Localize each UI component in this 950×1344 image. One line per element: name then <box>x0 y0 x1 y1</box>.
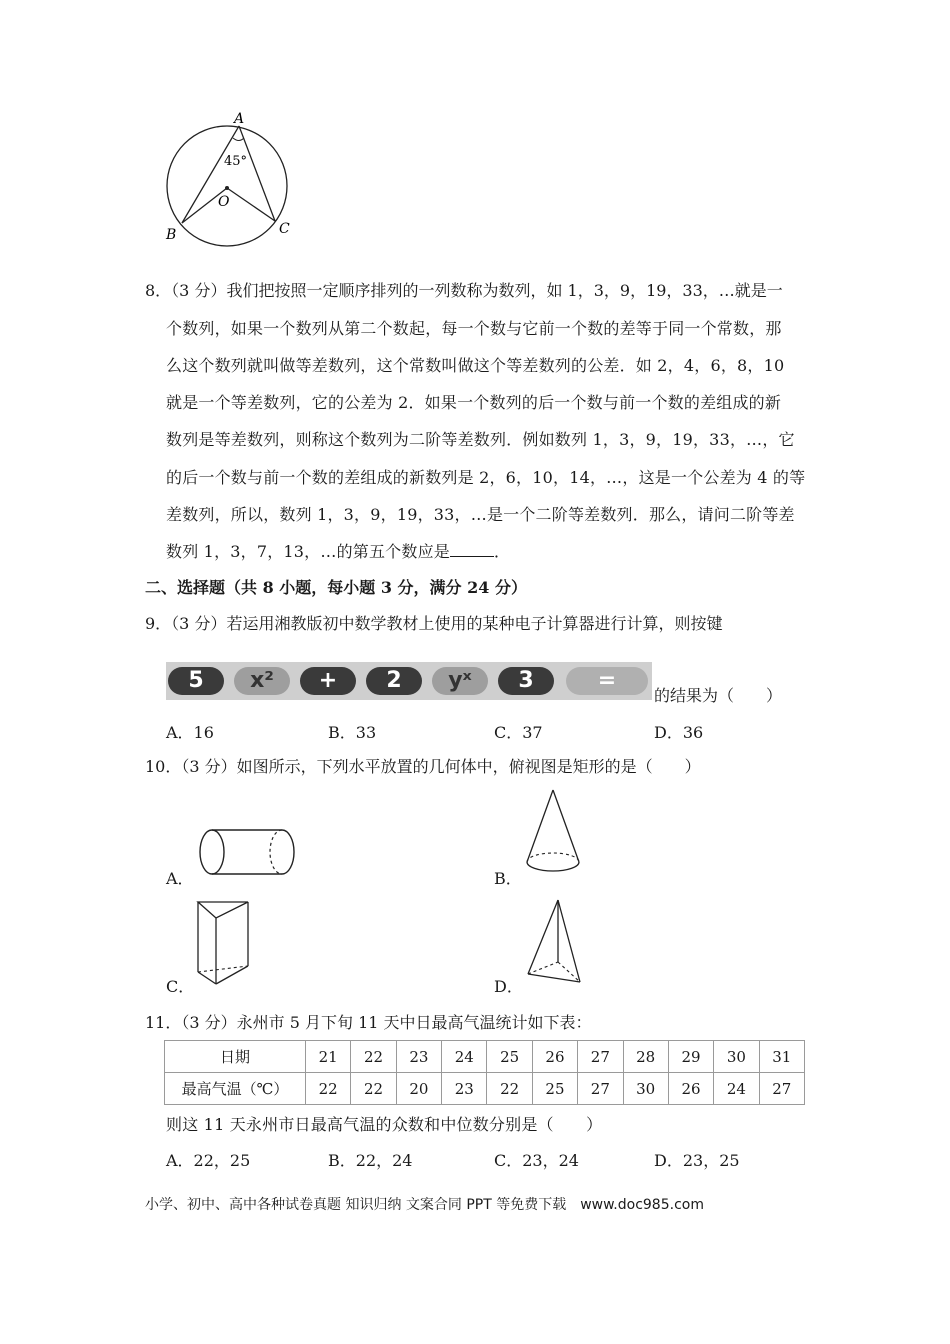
q11-option-a[interactable]: A．22，25 <box>166 1151 251 1170</box>
pyramid-figure <box>522 896 584 988</box>
key-3: 3 <box>498 667 554 695</box>
table-cell: 29 <box>668 1041 713 1073</box>
table-cell: 23 <box>396 1041 441 1073</box>
answer-blank[interactable] <box>450 542 494 557</box>
vertex-c-label: C <box>279 221 290 237</box>
q8-line-4: 就是一个等差数列，它的公差为 2．如果一个数列的后一个数与前一个数的差组成的新 <box>166 393 782 412</box>
center-o-label: O <box>218 194 230 210</box>
cone-figure <box>522 786 584 878</box>
table-cell: 31 <box>759 1041 804 1073</box>
prism-figure <box>194 896 256 988</box>
table-cell: 24 <box>442 1041 487 1073</box>
table-cell: 30 <box>623 1073 668 1105</box>
q9-option-c[interactable]: C．37 <box>494 723 543 742</box>
q8-line-5: 数列是等差数列，则称这个数列为二阶等差数列．例如数列 1，3，9，19，33，…，它 <box>166 430 795 449</box>
q11-option-c[interactable]: C．23，24 <box>494 1151 579 1170</box>
cylinder-figure <box>196 826 300 878</box>
q8-line-2: 个数列，如果一个数列从第二个数起，每一个数与它前一个数的差等于同一个常数，那 <box>166 319 782 338</box>
q9-option-d[interactable]: D．36 <box>654 723 704 742</box>
key-2: 2 <box>366 667 422 695</box>
table-cell: 20 <box>396 1073 441 1105</box>
table-cell: 22 <box>351 1073 396 1105</box>
q10-option-a[interactable]: A． <box>166 869 194 888</box>
vertex-a-label: A <box>234 111 245 127</box>
key-equals: = <box>566 667 648 695</box>
table-row-temps <box>165 1073 805 1105</box>
table-cell: 27 <box>578 1041 623 1073</box>
table-cell: 25 <box>487 1041 532 1073</box>
q11-stem: 11．（3 分）永州市 5 月下旬 11 天中日最高气温统计如下表： <box>145 1013 592 1032</box>
table-cell: 30 <box>714 1041 759 1073</box>
q8-line-8 <box>166 539 510 562</box>
q10-option-b[interactable]: B． <box>494 869 522 888</box>
table-cell: 25 <box>532 1073 577 1105</box>
calculator-keys <box>166 662 652 700</box>
table-cell: 21 <box>306 1041 351 1073</box>
key-y-power-x: yˣ <box>432 667 488 695</box>
q10-option-d[interactable]: D． <box>494 977 523 996</box>
q9-option-a[interactable]: A．16 <box>166 723 214 742</box>
q8-line-7: 差数列，所以，数列 1，3，9，19，33，…是一个二阶等差数列．那么，请问二阶等差 <box>166 505 795 524</box>
q10-stem: 10．（3 分）如图所示，下列水平放置的几何体中，俯视图是矩形的是（ ） <box>145 757 701 776</box>
q9-after: 的结果为（ ） <box>654 686 783 705</box>
angle-label: 45° <box>224 154 248 169</box>
q8-last-end: ． <box>494 542 511 561</box>
q10-option-c[interactable]: C． <box>166 977 195 996</box>
temperature-table <box>164 1040 805 1105</box>
table-cell: 27 <box>759 1073 804 1105</box>
header-date: 日期 <box>165 1041 306 1073</box>
table-row-dates <box>165 1041 805 1073</box>
table-cell: 22 <box>306 1073 351 1105</box>
header-temperature: 最高气温（℃） <box>165 1073 306 1105</box>
q11-question: 则这 11 天永州市日最高气温的众数和中位数分别是（ ） <box>166 1115 603 1134</box>
q9-option-b[interactable]: B．33 <box>328 723 377 742</box>
vertex-b-label: B <box>166 227 177 243</box>
table-cell: 22 <box>351 1041 396 1073</box>
table-cell: 26 <box>532 1041 577 1073</box>
table-cell: 23 <box>442 1073 487 1105</box>
key-x-squared: x² <box>234 667 290 695</box>
q8-line-6: 的后一个数与前一个数的差组成的新数列是 2，6，10，14，…，这是一个公差为 4 的等 <box>166 468 806 487</box>
table-cell: 22 <box>487 1073 532 1105</box>
key-5: 5 <box>168 667 224 695</box>
table-cell: 26 <box>668 1073 713 1105</box>
q8-line-1: 8．（3 分）我们把按照一定顺序排列的一列数称为数列，如 1，3，9，19，33，…就是一 <box>145 281 783 300</box>
table-cell: 28 <box>623 1041 668 1073</box>
q11-option-d[interactable]: D．23，25 <box>654 1151 740 1170</box>
q11-option-b[interactable]: B．22，24 <box>328 1151 413 1170</box>
table-cell: 24 <box>714 1073 759 1105</box>
key-plus: + <box>300 667 356 695</box>
table-cell: 27 <box>578 1073 623 1105</box>
q8-last-text: 数列 1，3，7，13，…的第五个数应是 <box>166 542 450 561</box>
q8-line-3: 么这个数列就叫做等差数列，这个常数叫做这个等差数列的公差．如 2，4，6，8，10 <box>166 356 785 375</box>
q9-stem: 9．（3 分）若运用湘教版初中数学教材上使用的某种电子计算器进行计算，则按键 <box>145 614 723 633</box>
page-footer: 小学、初中、高中各种试卷真题 知识归纳 文案合同 PPT 等免费下载 www.doc985.com <box>145 1197 704 1213</box>
section-2-heading: 二、选择题（共 8 小题，每小题 3 分，满分 24 分） <box>145 578 527 597</box>
circle-figure <box>160 108 310 248</box>
